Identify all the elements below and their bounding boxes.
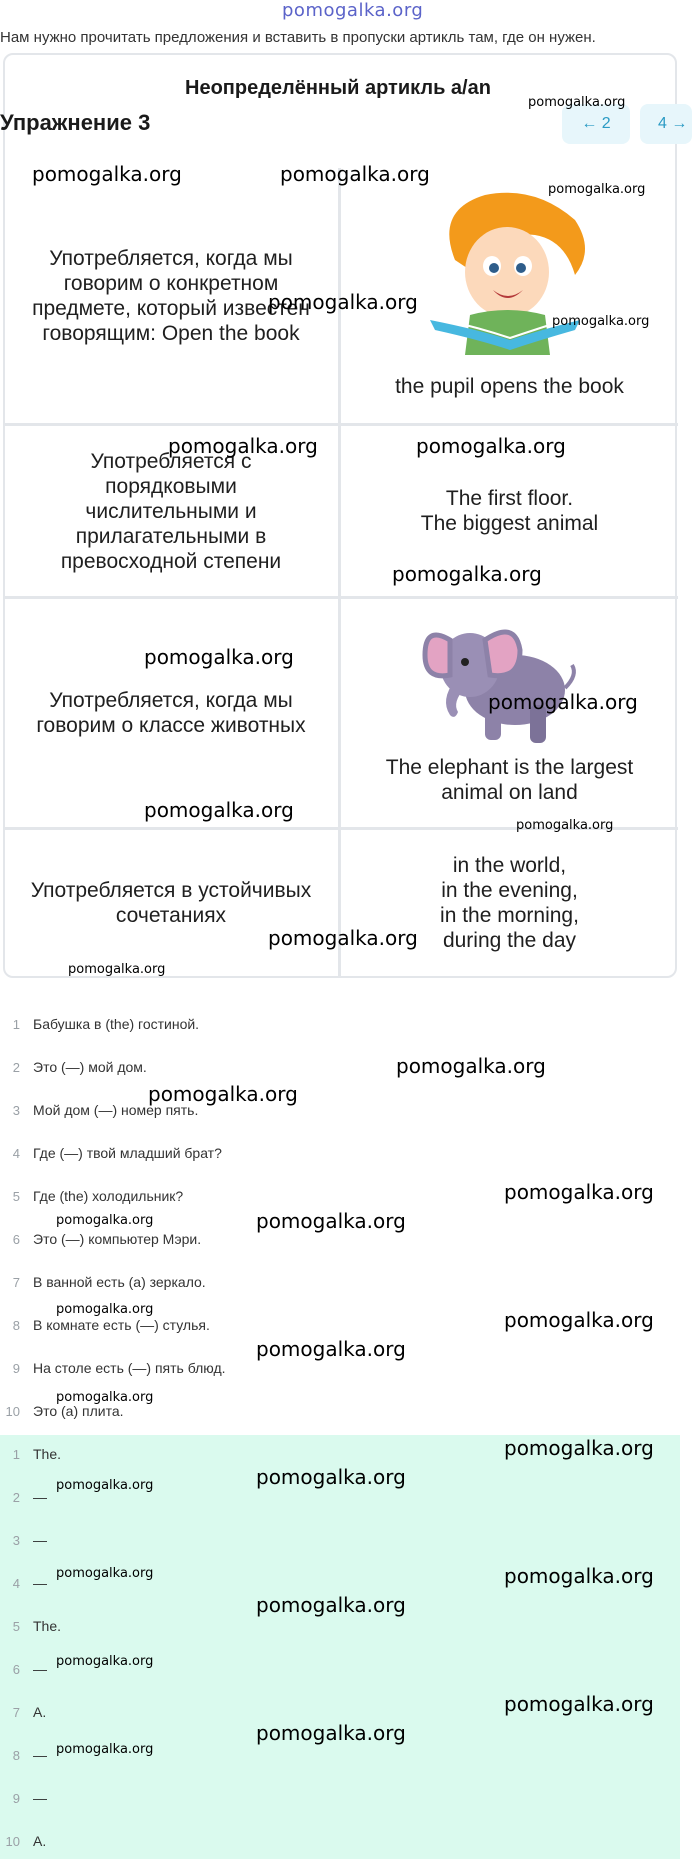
answer-item [0, 1784, 47, 1812]
watermark: pomogalka.org [148, 1082, 298, 1106]
watermark: pomogalka.org [552, 314, 650, 329]
watermark: pomogalka.org [504, 1180, 654, 1204]
list-item [0, 1225, 201, 1253]
list-item [0, 1053, 147, 1081]
item-text: Это (—) мой дом. [33, 1059, 147, 1075]
watermark: pomogalka.org [56, 1213, 154, 1228]
item-number: 1 [12, 1446, 20, 1462]
site-logo[interactable]: pomogalka.org [282, 0, 424, 21]
answer-item [0, 1741, 47, 1769]
watermark: pomogalka.org [416, 434, 566, 458]
item-number: 2 [12, 1059, 20, 1075]
item-number: 3 [12, 1102, 20, 1118]
rule-cell-4: Употребляется в устойчивых сочетаниях [4, 830, 341, 976]
list-item [0, 1010, 199, 1038]
item-number: 3 [12, 1532, 20, 1548]
answers-panel [0, 1435, 680, 1859]
right-pupil [516, 263, 526, 273]
item-text: — [33, 1790, 47, 1806]
item-text: Где (—) твой младший брат? [33, 1145, 222, 1161]
watermark: pomogalka.org [256, 1593, 406, 1617]
watermark: pomogalka.org [256, 1209, 406, 1233]
prev-exercise-button[interactable]: ← 2 [562, 104, 630, 144]
item-text: Мой дом (—) номер пять. [33, 1102, 199, 1118]
watermark: pomogalka.org [256, 1337, 406, 1361]
item-number: 7 [12, 1704, 20, 1720]
item-text: A. [33, 1833, 47, 1849]
item-number: 4 [12, 1575, 20, 1591]
card-title: Неопределённый артикль a/an [185, 77, 491, 99]
watermark: pomogalka.org [504, 1436, 654, 1460]
item-text: В ванной есть (a) зеркало. [33, 1274, 206, 1290]
elephant-ear-right [485, 632, 520, 676]
item-text: — [33, 1661, 47, 1677]
watermark: pomogalka.org [56, 1478, 154, 1493]
answer-item [0, 1483, 47, 1511]
item-number: 9 [12, 1790, 20, 1806]
list-item [0, 1182, 183, 1210]
item-text: В комнате есть (—) стулья. [33, 1317, 210, 1333]
watermark: pomogalka.org [256, 1721, 406, 1745]
example-cell-4: in the world, in the evening, in the morning, during the day [440, 854, 579, 952]
watermark: pomogalka.org [144, 645, 294, 669]
watermark: pomogalka.org [56, 1566, 154, 1581]
watermark: pomogalka.org [56, 1302, 154, 1317]
item-number: 4 [12, 1145, 20, 1161]
answer-item [0, 1655, 47, 1683]
exercise-title: Упражнение 3 [0, 110, 151, 135]
rule-cell-2: Употребляется с порядковыми числительными и прилагательными в превосходной степени [4, 426, 341, 599]
answer-item [0, 1526, 47, 1554]
watermark: pomogalka.org [68, 962, 166, 977]
answer-item [0, 1569, 47, 1597]
item-number: 8 [12, 1747, 20, 1763]
item-text: A. [33, 1704, 47, 1720]
item-text: Где (the) холодильник? [33, 1188, 184, 1204]
list-item [0, 1139, 222, 1167]
item-number: 5 [12, 1618, 20, 1634]
item-number: 10 [5, 1403, 20, 1419]
item-text: — [33, 1489, 47, 1505]
rule-cell-3: Употребляется, когда мы говорим о классе животных [4, 599, 341, 830]
item-text: The. [33, 1618, 62, 1634]
rule-cell-1: Употребляется, когда мы говорим о конкретном предмете, который известен говорящим: Open the book [4, 168, 341, 426]
watermark: pomogalka.org [504, 1692, 654, 1716]
item-text: — [33, 1532, 47, 1548]
item-number: 5 [12, 1188, 20, 1204]
elephant-tail [565, 665, 574, 688]
watermark: pomogalka.org [268, 290, 418, 314]
item-number: 6 [12, 1231, 20, 1247]
watermark: pomogalka.org [32, 162, 182, 186]
watermark: pomogalka.org [56, 1390, 154, 1405]
item-number: 9 [12, 1360, 20, 1376]
watermark: pomogalka.org [56, 1742, 154, 1757]
elephant-ear-left [425, 635, 450, 676]
pupil-reading-illustration [425, 190, 595, 355]
example-cell-2: The first floor. The biggest animal [341, 426, 678, 599]
item-number: 1 [12, 1016, 20, 1032]
item-number: 7 [12, 1274, 20, 1290]
watermark: pomogalka.org [548, 182, 646, 197]
list-item [0, 1354, 226, 1382]
item-text: Бабушка в (the) гостиной. [33, 1016, 200, 1032]
item-text: — [33, 1575, 47, 1591]
face-shape [465, 227, 549, 317]
task-instruction: Нам нужно прочитать предложения и вставить в пропуски артикль там, где он нужен. [0, 29, 596, 46]
item-text: На столе есть (—) пять блюд. [33, 1360, 226, 1376]
watermark: pomogalka.org [528, 95, 626, 110]
watermark: pomogalka.org [56, 1654, 154, 1669]
item-number: 2 [12, 1489, 20, 1505]
elephant-illustration [420, 620, 585, 750]
example-cell-1: the pupil opens the book [341, 168, 678, 426]
watermark: pomogalka.org [396, 1054, 546, 1078]
item-number: 10 [5, 1833, 20, 1849]
watermark: pomogalka.org [516, 818, 614, 833]
item-text: The. [33, 1446, 62, 1462]
answer-item [0, 1698, 46, 1726]
watermark: pomogalka.org [504, 1564, 654, 1588]
item-text: Это (a) плита. [33, 1403, 124, 1419]
answer-item [0, 1827, 46, 1855]
example-cell-3: The elephant is the largest animal on land [341, 599, 678, 830]
answer-item [0, 1612, 61, 1640]
item-number: 6 [12, 1661, 20, 1677]
item-text: — [33, 1747, 47, 1763]
elephant-eye [461, 658, 469, 666]
watermark: pomogalka.org [268, 926, 418, 950]
left-pupil [489, 263, 499, 273]
watermark: pomogalka.org [504, 1308, 654, 1332]
next-exercise-button[interactable]: 4 → [640, 104, 692, 144]
answer-item [0, 1440, 61, 1468]
watermark: pomogalka.org [392, 562, 542, 586]
watermark: pomogalka.org [256, 1465, 406, 1489]
watermark: pomogalka.org [280, 162, 430, 186]
list-item [0, 1268, 206, 1296]
item-number: 8 [12, 1317, 20, 1333]
watermark: pomogalka.org [488, 690, 638, 714]
watermark: pomogalka.org [144, 798, 294, 822]
item-text: Это (—) компьютер Мэри. [33, 1231, 202, 1247]
watermark: pomogalka.org [168, 434, 318, 458]
